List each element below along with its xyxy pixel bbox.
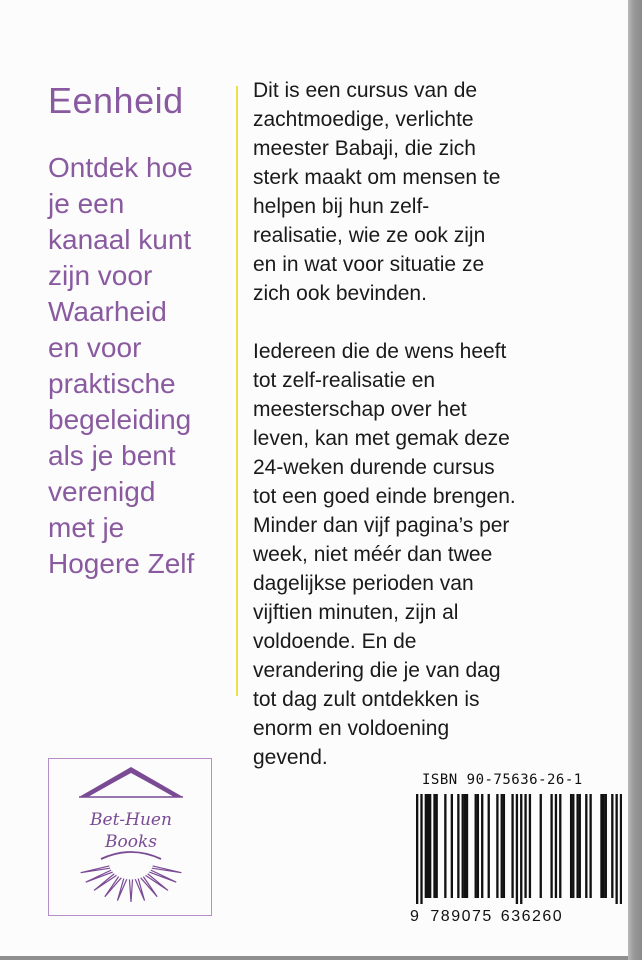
barcode-bar [589,794,591,898]
barcode-bar [429,794,431,898]
barcode-bar [600,794,602,898]
blurb-line: sterk maakt om mensen te [253,166,501,189]
logo-ray [129,879,132,902]
barcode-bar [605,794,607,898]
barcode-bar [579,794,581,898]
barcode-bar [540,794,542,898]
barcode-bar [416,794,418,904]
publisher-name-line2: Books [105,832,157,852]
blurb-line: Iedereen die de wens heeft [253,340,507,363]
barcode-bar [436,794,438,898]
publisher-logo [48,758,212,916]
book-title: Eenheid [48,80,184,121]
blurb-line: enorm en voldoening [253,717,450,740]
tagline-line: Hogere Zelf [48,548,195,579]
tagline-line: verenigd [48,476,156,507]
blurb-line: zich ook bevinden. [253,282,427,305]
tagline-line: en voor [48,332,142,363]
barcode-bar [420,794,422,904]
blurb-line: vijftien minuten, zijn al [253,601,459,624]
tagline-line: kanaal kunt [48,224,192,255]
barcode-bar [511,794,513,898]
barcode-bar [501,794,503,898]
tagline-line: als je bent [48,440,176,471]
blurb-line: tot dag zult ontdekken is [253,688,480,711]
barcode-bar [503,794,505,898]
tagline-line: praktische [48,368,176,399]
divider-line [236,86,238,696]
barcode-bar [585,794,587,898]
blurb-paragraph [253,76,553,308]
barcode-bar [516,794,518,904]
barcode-bar [520,794,522,904]
barcode-bar [529,794,531,898]
blurb-line: helpen bij hun zelf- [253,195,430,218]
blurb-line: Minder dan vijf pagina’s per [253,514,510,537]
barcode-bar [433,794,435,898]
barcode-bar [576,794,578,898]
logo-ray [117,879,126,901]
blurb-line: realisatie, wie ze ook zijn [253,224,486,247]
house-and-sunburst-logo-icon [49,759,213,917]
barcode-bar [524,794,526,898]
barcode-bar [570,794,572,898]
ean-digit-group: 9 [410,908,421,925]
barcode-bar [559,794,561,898]
barcode-bar [550,794,552,898]
logo-ray [135,879,144,901]
publisher-name-line1: Bet-Huen [90,810,172,830]
blurb-line: Dit is een cursus van de [253,79,478,102]
barcode-bar [481,794,483,898]
blurb-line: voldoende. En de [253,630,417,653]
barcode-bar [444,794,446,898]
blurb-line: meester Babaji, die zich [253,137,476,160]
barcode-bar [427,794,429,898]
ean-digits [410,908,622,926]
barcode-bar [451,794,453,898]
barcode-bar [462,794,464,898]
barcode-bar [620,794,622,904]
logo-ray [81,866,110,873]
tagline-line: met je [48,512,125,543]
blurb-line: meesterschap over het [253,398,467,421]
tagline-line: je een [48,188,125,219]
page-edge [628,0,642,960]
blurb-line: verandering die je van dag [253,659,501,682]
tagline-line: Ontdek hoe [48,152,193,183]
blurb-line: zachtmoedige, verlichte [253,108,474,131]
ean-digit-group: 636260 [500,908,564,925]
blurb-line: gevend. [253,746,328,769]
barcode-bar [466,794,468,898]
blurb-line: dagelijkse perioden van [253,572,474,595]
tagline-line: begeleiding [48,404,192,435]
blurb-paragraph [253,337,553,772]
barcode-bar [457,794,459,898]
barcode-bar [555,794,557,898]
barcode-bar [464,794,466,898]
barcode-bar [615,794,617,904]
barcode [416,794,622,904]
barcode-bar [425,794,427,898]
tagline-line: Waarheid [48,296,167,327]
barcode-bar [477,794,479,898]
blurb-line: en in wat voor situatie ze [253,253,485,276]
barcode-bar [496,794,498,898]
blurb [253,76,553,801]
isbn-text: ISBN 90-75636-26-1 [422,772,583,788]
blurb-line: leven, kan met gemak deze [253,427,510,450]
barcode-bar [602,794,604,898]
logo-ray [152,866,181,873]
ean-digit-group: 789075 [430,908,493,925]
blurb-line: week, niet méér dan twee [253,543,493,566]
blurb-line: tot een goed einde brengen. [253,485,516,508]
blurb-line: tot zelf-realisatie en [253,369,436,392]
barcode-bar [488,794,490,898]
barcode-bar [475,794,477,898]
barcode-bar [572,794,574,898]
tagline-line: zijn voor [48,260,153,291]
blurb-line: 24-weken durende cursus [253,456,495,479]
tagline [48,150,228,582]
barcode-bar [611,794,613,898]
